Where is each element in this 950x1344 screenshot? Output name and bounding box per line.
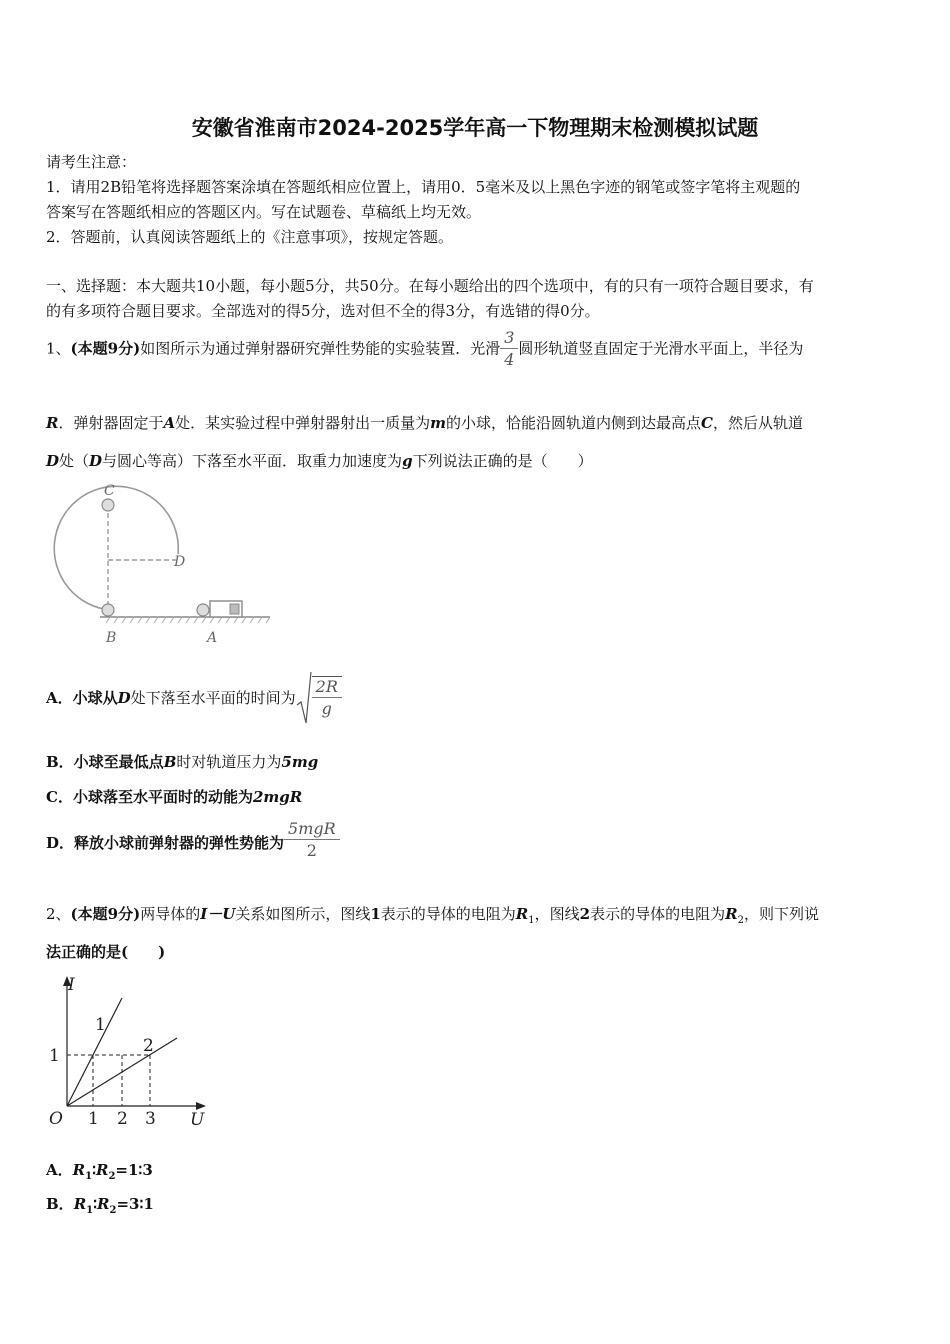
question-1-line-2 bbox=[46, 413, 803, 433]
option-text: 时对轨道压力为 bbox=[176, 753, 282, 771]
line-1-label: 1 bbox=[95, 1015, 106, 1035]
colon: ∶ bbox=[92, 1161, 96, 1179]
notice-line-1: 1．请用2B铅笔将选择题答案涂填在答题纸相应位置上，请用0．5毫米及以上黑色字迹的钢笔或签字笔将主观题的 bbox=[46, 178, 801, 196]
question-text: 表示的导体的电阻为 bbox=[590, 905, 726, 923]
fraction-5mgR-over-2 bbox=[284, 819, 340, 862]
iu-graph bbox=[40, 970, 220, 1130]
question-number: 2、 bbox=[46, 905, 71, 923]
subscript: 2 bbox=[737, 915, 744, 926]
variable-D: D bbox=[46, 452, 60, 470]
x-axis-arrow-icon bbox=[196, 1102, 206, 1110]
option-text: 处下落至水平面的时间为 bbox=[130, 689, 296, 707]
question-text: ．弹射器固定于 bbox=[58, 414, 164, 432]
y-tick-label: 1 bbox=[49, 1046, 60, 1066]
origin-label: O bbox=[49, 1109, 63, 1129]
fraction-three-quarters bbox=[500, 328, 518, 371]
question-text: ，则下列说 bbox=[743, 905, 819, 923]
variable-R1: R bbox=[72, 1161, 86, 1179]
variable-B: B bbox=[163, 753, 177, 771]
question-text: 处（ bbox=[59, 452, 90, 470]
notice-heading: 请考生注意： bbox=[46, 153, 137, 171]
x-tick-label: 2 bbox=[117, 1109, 128, 1129]
option-value: 2mgR bbox=[252, 788, 303, 806]
circular-track bbox=[54, 486, 178, 610]
variable-R1: R bbox=[73, 1195, 87, 1213]
ball-at-top bbox=[102, 499, 114, 511]
notice-line-3: 2．答题前，认真阅读答题纸上的《注意事项》，按规定答题。 bbox=[46, 228, 454, 246]
question-text: 与圆心等高）下落至水平面．取重力加速度为 bbox=[102, 452, 403, 470]
variable-R1: R bbox=[515, 905, 529, 923]
option-label: A．小球从 bbox=[46, 689, 118, 707]
question-text: 关系如图所示，图线 bbox=[235, 905, 371, 923]
subscript: 2 bbox=[108, 1171, 116, 1182]
fraction-denominator: g bbox=[321, 699, 332, 718]
option-label: A． bbox=[46, 1161, 73, 1179]
fraction-numerator: 2R bbox=[312, 677, 342, 698]
variable-R2: R bbox=[95, 1161, 109, 1179]
fraction-numerator: 3 bbox=[500, 328, 518, 349]
question-text: 如图所示为通过弹射器研究弹性势能的实验装置．光滑 bbox=[140, 339, 501, 358]
square-root-expression bbox=[296, 671, 342, 725]
question-text: ，然后从轨道 bbox=[712, 414, 803, 432]
q1-option-b[interactable] bbox=[46, 752, 318, 772]
x-axis-label: U bbox=[190, 1110, 205, 1130]
sqrt-fraction bbox=[312, 676, 342, 720]
option-value: =1∶3 bbox=[115, 1161, 153, 1179]
subscript: 1 bbox=[528, 915, 535, 926]
radical-sign-icon bbox=[296, 671, 312, 725]
subscript: 1 bbox=[86, 1205, 94, 1216]
variable-I-U: I－U bbox=[200, 905, 236, 923]
option-label: B． bbox=[46, 1195, 74, 1213]
loop-track-figure bbox=[40, 480, 280, 650]
question-text: ，图线 bbox=[534, 905, 580, 923]
q1-option-d[interactable] bbox=[46, 818, 340, 868]
x-tick-label: 1 bbox=[88, 1109, 99, 1129]
subscript: 1 bbox=[85, 1171, 93, 1182]
number-one: 1 bbox=[370, 905, 381, 923]
ball-at-launcher bbox=[197, 604, 209, 616]
page-title: 安徽省淮南市2024-2025学年高一下物理期末检测模拟试题 bbox=[191, 116, 759, 140]
question-text: 处．某实验过程中弹射器射出一质量为 bbox=[175, 414, 431, 432]
question-2-line-2: 法正确的是( ) bbox=[46, 943, 166, 961]
q2-option-b[interactable] bbox=[46, 1194, 154, 1221]
notice-line-2: 答案写在答题纸相应的答题区内。写在试题卷、草稿纸上均无效。 bbox=[46, 203, 482, 221]
launcher-plunger bbox=[230, 604, 239, 614]
y-axis-label: I bbox=[68, 975, 75, 995]
label-C: C bbox=[104, 483, 115, 499]
option-label: C．小球落至水平面时的动能为 bbox=[46, 788, 253, 806]
variable-R2: R bbox=[725, 905, 738, 923]
label-A: A bbox=[207, 630, 218, 646]
label-B: B bbox=[106, 630, 117, 646]
fraction-numerator: 5mgR bbox=[284, 819, 340, 840]
q1-option-c[interactable] bbox=[46, 787, 302, 807]
question-text: 两导体的 bbox=[140, 905, 201, 923]
ground-hatching bbox=[106, 617, 270, 623]
option-label: D．释放小球前弹射器的弹性势能为 bbox=[46, 834, 285, 852]
question-text: 表示的导体的电阻为 bbox=[380, 905, 516, 923]
ball-at-bottom bbox=[102, 604, 114, 616]
variable-D: D bbox=[117, 689, 131, 707]
question-1-line-1 bbox=[46, 328, 803, 371]
question-tag: (本题9分) bbox=[70, 905, 141, 923]
question-2-line-1 bbox=[46, 904, 819, 931]
option-value: 5mg bbox=[281, 753, 319, 771]
variable-A: A bbox=[163, 414, 176, 432]
fraction-denominator: 2 bbox=[306, 840, 317, 860]
question-tag: (本题9分) bbox=[70, 339, 141, 358]
colon: ∶ bbox=[93, 1195, 98, 1213]
question-1-line-3 bbox=[46, 451, 593, 471]
section-heading-line-1: 一、选择题：本大题共10小题，每小题5分，共50分。在每小题给出的四个选项中，有的只有一项符合题目要求，有 bbox=[46, 277, 814, 295]
label-D: D bbox=[174, 554, 186, 570]
number-two: 2 bbox=[579, 905, 591, 923]
variable-m: m bbox=[430, 414, 447, 432]
variable-R2: R bbox=[97, 1195, 110, 1213]
variable-g: g bbox=[402, 452, 413, 470]
fraction-denominator: 4 bbox=[504, 350, 515, 369]
line-2-label: 2 bbox=[143, 1036, 154, 1056]
variable-R: R bbox=[46, 414, 59, 432]
question-text: 的小球，恰能沿圆轨道内侧到达最高点 bbox=[446, 414, 702, 432]
option-label: B．小球至最低点 bbox=[46, 753, 164, 771]
q2-option-a[interactable] bbox=[46, 1160, 153, 1187]
x-tick-label: 3 bbox=[145, 1109, 156, 1129]
question-text: 下列说法正确的是（ ） bbox=[412, 452, 593, 470]
subscript: 2 bbox=[109, 1205, 117, 1216]
variable-D: D bbox=[89, 452, 103, 470]
section-heading-line-2: 的有多项符合题目要求。全部选对的得5分，选对但不全的得3分，有选错的得0分。 bbox=[46, 302, 600, 320]
question-number: 1、 bbox=[46, 339, 71, 358]
q1-option-a[interactable] bbox=[46, 670, 342, 726]
option-value: =3∶1 bbox=[116, 1195, 154, 1213]
variable-C: C bbox=[701, 414, 713, 432]
question-text: 圆形轨道竖直固定于光滑水平面上，半径为 bbox=[518, 339, 804, 358]
